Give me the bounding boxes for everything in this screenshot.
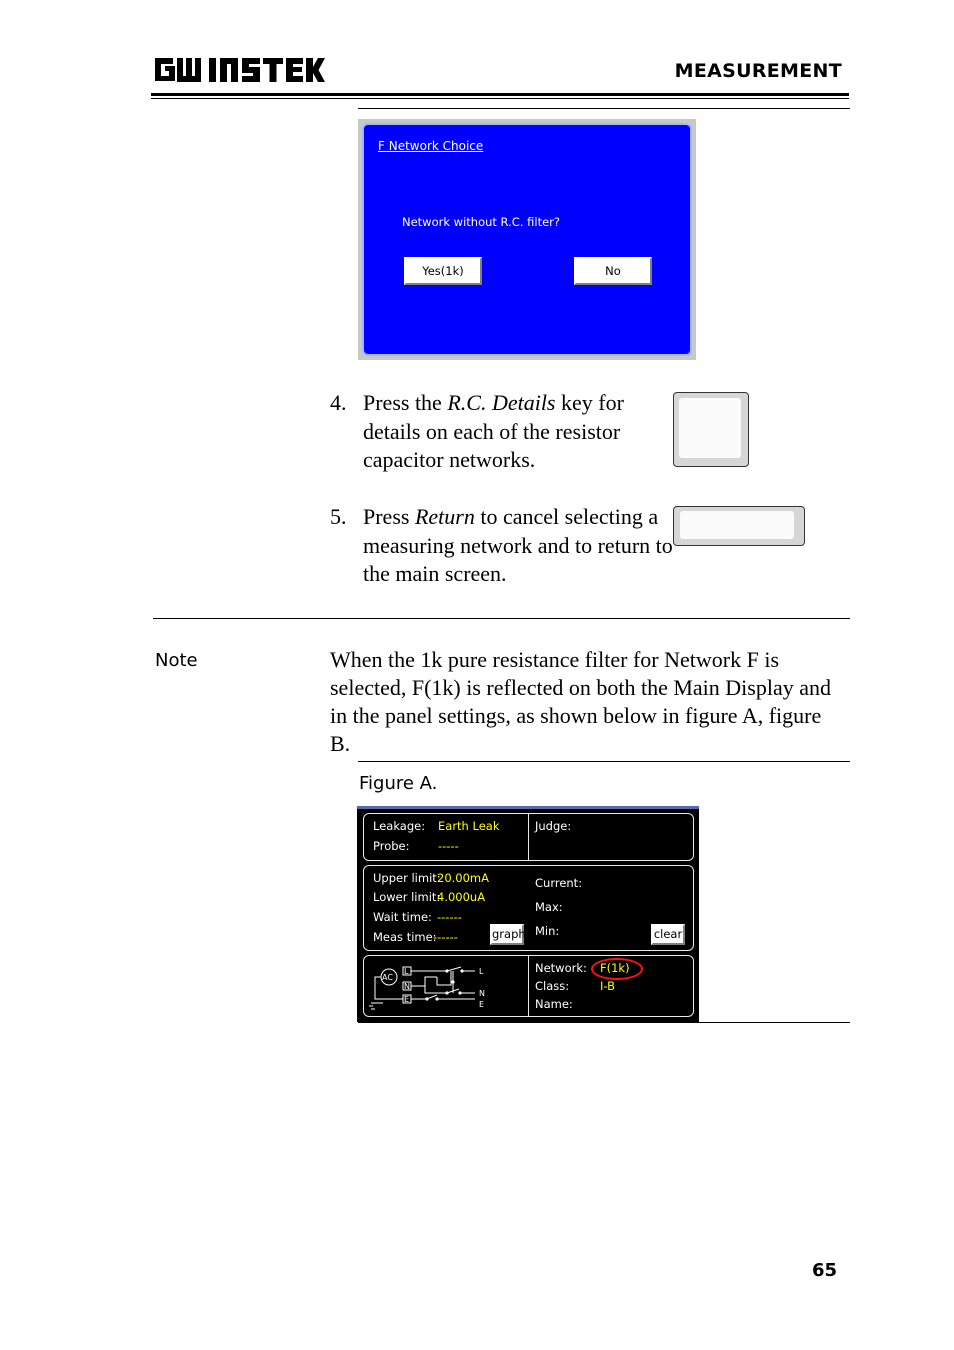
graph-button[interactable]: graph <box>490 924 524 945</box>
leakage-value: Earth Leak <box>438 819 500 833</box>
lower-limit-value: 4.000uA <box>437 890 486 904</box>
yes-1k-button[interactable]: Yes(1k) <box>404 257 482 285</box>
judge-label: Judge: <box>535 819 572 833</box>
gw-instek-logo <box>153 54 325 86</box>
ac-source-label: AC <box>382 973 393 982</box>
meas-time-label: Meas time: <box>373 930 437 944</box>
network-choice-screenshot <box>358 119 696 360</box>
l-output-label: L <box>479 967 484 976</box>
step-4 <box>330 389 670 479</box>
probe-label: Probe: <box>373 839 410 853</box>
return-key[interactable] <box>673 506 805 546</box>
step-text-pre: Press <box>363 504 415 529</box>
note-label: Note <box>155 650 198 671</box>
section-title: MEASUREMENT <box>674 60 842 82</box>
step-text <box>363 503 673 589</box>
network-label: Network: <box>535 961 587 975</box>
header-rule <box>151 93 849 96</box>
page-number: 65 <box>812 1260 838 1281</box>
step-text-pre: Press the <box>363 390 448 415</box>
min-label: Min: <box>535 924 560 938</box>
network-choice-dialog <box>362 123 692 356</box>
divider <box>153 618 850 619</box>
network-value: F(1k) <box>600 961 630 975</box>
class-value: I-B <box>600 979 616 993</box>
wait-time-value: ------ <box>437 910 462 924</box>
n-terminal-label: N <box>404 982 410 991</box>
panel-divider <box>528 956 529 1016</box>
highlight-circle <box>591 958 643 980</box>
n-output-label: N <box>479 989 485 998</box>
panel-divider <box>528 814 529 860</box>
wait-time-label: Wait time: <box>373 910 432 924</box>
divider <box>358 108 850 109</box>
lower-limit-label: Lower limit: <box>373 890 441 904</box>
dialog-question: Network without R.C. filter? <box>402 215 560 229</box>
name-label: Name: <box>535 997 573 1011</box>
leakage-label: Leakage: <box>373 819 426 833</box>
display-top-bar <box>357 806 699 809</box>
network-circuit-diagram <box>367 959 525 1015</box>
step-number: 5. <box>330 504 347 529</box>
clear-button[interactable]: clear <box>651 924 685 945</box>
header-rule-thin <box>151 98 849 99</box>
figure-caption: Figure A. <box>359 773 438 794</box>
step-text <box>363 389 673 475</box>
e-output-label: E <box>479 1000 485 1009</box>
key-name: R.C. Details <box>447 390 556 415</box>
l-terminal-label: L <box>404 967 409 976</box>
current-label: Current: <box>535 876 583 890</box>
main-display-screenshot <box>357 806 699 1022</box>
upper-limit-value: 20.00mA <box>437 871 489 885</box>
divider <box>358 761 850 762</box>
step-number: 4. <box>330 390 347 415</box>
step-text-post: key for details on each of the resistor capacitor networks. <box>363 390 624 472</box>
step-5 <box>330 503 673 623</box>
rc-details-key[interactable] <box>673 392 749 467</box>
class-label: Class: <box>535 979 570 993</box>
upper-limit-label: Upper limit: <box>373 871 441 885</box>
e-terminal-label: E <box>404 995 410 1004</box>
step-text-post: to cancel selecting a measuring network and to return to the main screen. <box>363 504 673 586</box>
note-text: When the 1k pure resistance filter for Network F is selected, F(1k) is reflected on both the Main Display and in the panel settings, as shown below in figure A, figure B. <box>330 647 831 756</box>
divider <box>358 1022 850 1023</box>
probe-value: ----- <box>438 839 459 853</box>
dialog-title: F Network Choice <box>378 139 484 153</box>
meas-time-value: ------ <box>433 930 458 944</box>
max-label: Max: <box>535 900 563 914</box>
no-button[interactable]: No <box>574 257 652 285</box>
key-name: Return <box>414 504 475 529</box>
